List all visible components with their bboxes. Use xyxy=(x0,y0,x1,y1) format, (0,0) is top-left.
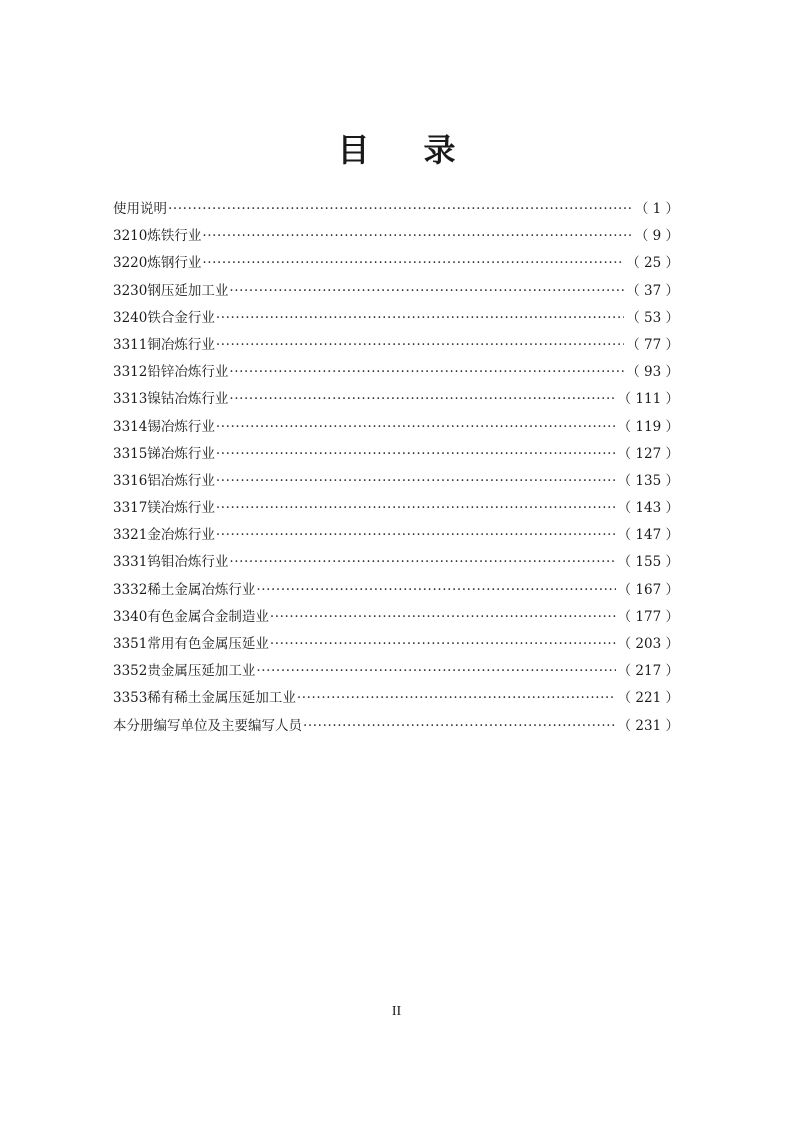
toc-entry[interactable] xyxy=(113,631,679,658)
toc-entry[interactable] xyxy=(113,223,679,250)
toc-entry-page: （ 37 ） xyxy=(626,282,679,299)
toc-entry[interactable] xyxy=(113,713,679,740)
toc-entry-label: 3332稀土金属冶炼行业 xyxy=(113,581,256,598)
toc-entry[interactable] xyxy=(113,305,679,332)
toc-entry-label: 3315锑冶炼行业 xyxy=(113,445,215,462)
toc-entry-label: 3210炼铁行业 xyxy=(113,228,202,245)
toc-entry-label: 3321金冶炼行业 xyxy=(113,527,215,544)
toc-entry-page: （ 111 ） xyxy=(617,391,679,408)
toc-leader-dots xyxy=(216,495,616,522)
toc-entry[interactable] xyxy=(113,495,679,522)
toc-entry[interactable] xyxy=(113,549,679,576)
toc-entry-label: 3317镁冶炼行业 xyxy=(113,500,215,517)
toc-entry-page: （ 217 ） xyxy=(617,663,679,680)
toc-entry-label: 3312铅锌冶炼行业 xyxy=(113,364,229,381)
toc-entry[interactable] xyxy=(113,332,679,359)
toc-entry-label: 3352贵金属压延加工业 xyxy=(113,663,256,680)
toc-leader-dots xyxy=(256,658,615,685)
toc-entry-label: 本分册编写单位及主要编写人员 xyxy=(113,717,302,734)
toc-leader-dots xyxy=(229,549,615,576)
toc-entry-label: 3313镍钴冶炼行业 xyxy=(113,391,229,408)
toc-leader-dots xyxy=(270,604,616,631)
toc-entry-page: （ 221 ） xyxy=(617,690,679,707)
toc-leader-dots xyxy=(229,359,624,386)
toc-entry-label: 3340有色金属合金制造业 xyxy=(113,608,269,625)
toc-entry[interactable] xyxy=(113,441,679,468)
toc-entry[interactable] xyxy=(113,250,679,277)
toc-entry-page: （ 155 ） xyxy=(617,554,679,571)
table-of-contents xyxy=(113,196,679,740)
page-title-char-2: 录 xyxy=(423,131,456,169)
toc-leader-dots xyxy=(216,522,616,549)
toc-leader-dots xyxy=(202,250,624,277)
toc-entry[interactable] xyxy=(113,577,679,604)
page-title-char-1: 目 xyxy=(337,131,370,169)
toc-entry[interactable] xyxy=(113,196,679,223)
toc-entry[interactable] xyxy=(113,604,679,631)
toc-entry-page: （ 135 ） xyxy=(617,472,679,489)
toc-leader-dots xyxy=(168,196,633,223)
toc-entry-page: （ 93 ） xyxy=(626,364,679,381)
toc-leader-dots xyxy=(270,631,616,658)
toc-entry-label: 3240铁合金行业 xyxy=(113,309,215,326)
toc-leader-dots xyxy=(216,468,616,495)
toc-entry-page: （ 53 ） xyxy=(626,309,679,326)
toc-entry-page: （ 177 ） xyxy=(617,608,679,625)
toc-entry[interactable] xyxy=(113,468,679,495)
toc-entry-label: 3220炼钢行业 xyxy=(113,255,202,272)
page-number: II xyxy=(391,1004,402,1019)
toc-leader-dots xyxy=(229,386,615,413)
toc-entry-label: 3353稀有稀土金属压延加工业 xyxy=(113,690,296,707)
toc-leader-dots xyxy=(216,441,616,468)
toc-leader-dots xyxy=(297,685,616,712)
toc-entry-label: 3331钨钼冶炼行业 xyxy=(113,554,229,571)
toc-entry-label: 3311铜冶炼行业 xyxy=(113,336,215,353)
toc-entry-page: （ 231 ） xyxy=(617,717,679,734)
toc-entry[interactable] xyxy=(113,359,679,386)
toc-entry-page: （ 9 ） xyxy=(634,228,679,245)
toc-entry-label: 使用说明 xyxy=(113,201,167,217)
toc-entry-page: （ 203 ） xyxy=(617,636,679,652)
toc-entry-page: （ 147 ） xyxy=(617,527,679,544)
toc-entry-label: 3351常用有色金属压延业 xyxy=(113,636,269,652)
toc-entry-page: （ 167 ） xyxy=(617,581,679,598)
toc-leader-dots xyxy=(303,713,616,740)
toc-entry-label: 3316铝冶炼行业 xyxy=(113,472,215,489)
toc-entry-page: （ 1 ） xyxy=(634,201,679,217)
toc-entry[interactable] xyxy=(113,522,679,549)
toc-entry[interactable] xyxy=(113,386,679,413)
toc-entry-page: （ 25 ） xyxy=(626,255,679,272)
toc-entry[interactable] xyxy=(113,685,679,712)
toc-entry-label: 3230钢压延加工业 xyxy=(113,282,229,299)
toc-entry[interactable] xyxy=(113,658,679,685)
toc-entry-page: （ 143 ） xyxy=(617,500,679,517)
toc-leader-dots xyxy=(216,305,624,332)
toc-entry[interactable] xyxy=(113,278,679,305)
toc-leader-dots xyxy=(229,278,624,305)
toc-entry-label: 3314锡冶炼行业 xyxy=(113,418,215,435)
toc-entry-page: （ 119 ） xyxy=(617,418,679,435)
toc-leader-dots xyxy=(216,332,624,359)
toc-entry-page: （ 77 ） xyxy=(626,336,679,353)
page-title xyxy=(0,130,793,170)
toc-leader-dots xyxy=(216,414,616,441)
toc-entry-page: （ 127 ） xyxy=(617,445,679,462)
toc-entry[interactable] xyxy=(113,414,679,441)
toc-leader-dots xyxy=(202,223,632,250)
toc-leader-dots xyxy=(256,577,615,604)
